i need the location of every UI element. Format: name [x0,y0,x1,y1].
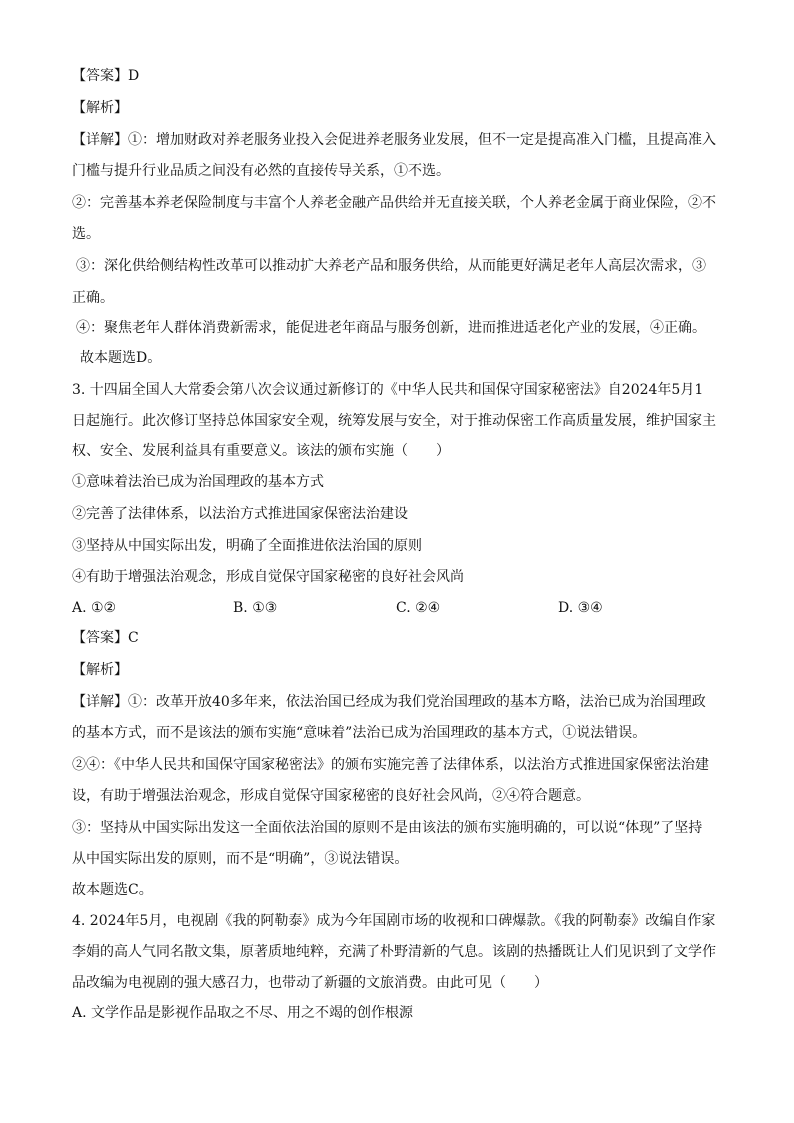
conclusion-line: 故本题选C。 [72,882,153,898]
question-3-statement: ④有助于增强法治观念，形成自觉保守国家秘密的良好社会风尚 [72,569,464,585]
explanation-line: 设，有助于增强法治观念，形成自觉保守国家秘密的良好社会风尚，②④符合题意。 [72,788,590,804]
question-4-stem: 李娟的高人气同名散文集，原著质地纯粹，充满了朴野清新的气息。该剧的热播既让人们见识到了文学作 [72,944,716,960]
explanation-line: 选。 [72,226,100,242]
explanation-line: ④：聚焦老年人群体消费新需求，能促进老年商品与服务创新，进而推进适老化产业的发展，④正确。 [76,320,706,336]
explanation-line: ③：坚持从中国实际出发这一全面依法治国的原则不是由该法的颁布实施明确的，可以说“体现”了坚持 [72,820,703,836]
option-d: D. ③④ [558,600,603,616]
question-4-stem: 品改编为电视剧的强大感召力，也带动了新疆的文旅消费。由此可见（ ） [72,975,548,991]
explanation-line: ②④：《中华人民共和国保守国家秘密法》的颁布实施完善了法律体系，以法治方式推进国家保密法治建 [72,757,709,773]
answer-label-q3: 【答案】C [72,630,139,646]
analysis-label-q3: 【解析】 [72,662,128,678]
question-3-statement: ①意味着法治已成为治国理政的基本方式 [72,474,324,490]
question-3-statement: ②完善了法律体系，以法治方式推进国家保密法治建设 [72,506,408,522]
option-a: A. ①② [72,600,117,616]
option-c: C. ②④ [396,600,441,616]
explanation-line: 门槛与提升行业品质之间没有必然的直接传导关系，①不选。 [72,163,450,179]
explanation-line: 【详解】①：增加财政对养老服务业投入会促进养老服务业发展，但不一定是提高准入门槛，且提高准入 [72,132,716,148]
explanation-line: ③：深化供给侧结构性改革可以推动扩大养老产品和服务供给，从而能更好满足老年人高层次需求，③ [76,258,706,274]
question-3-stem: 日起施行。此次修订坚持总体国家安全观，统筹发展与安全，对于推动保密工作高质量发展，维护国家主 [72,413,716,429]
explanation-line: 的基本方式，而不是该法的颁布实施“意味着”法治已成为治国理政的基本方式，①说法错误。 [72,725,647,741]
analysis-label-q2: 【解析】 [72,100,128,116]
question-3-stem: 权、安全、发展利益具有重要意义。该法的颁布实施（ ） [72,443,450,459]
explanation-line: 【详解】①：改革开放40多年来，依法治国已经成为我们党治国理政的基本方略，法治已成为治国理政 [72,694,706,710]
question-3-stem: 3. 十四届全国人大常委会第八次会议通过新修订的《中华人民共和国保守国家秘密法》自2024年5月1 [72,382,704,398]
explanation-line: 正确。 [72,290,114,306]
explanation-line: 从中国实际出发的原则，而不是“明确”，③说法错误。 [72,851,409,867]
question-3-statement: ③坚持从中国实际出发，明确了全面推进依法治国的原则 [72,538,422,554]
option-b: B. ①③ [233,600,278,616]
answer-label-q2: 【答案】D [72,68,140,84]
explanation-line: ②：完善基本养老保险制度与丰富个人养老金融产品供给并无直接关联，个人养老金属于商业保险，②不 [72,195,716,211]
question-4-option-a: A. 文学作品是影视作品取之不尽、用之不竭的创作根源 [72,1005,414,1021]
conclusion-line: 故本题选D。 [80,350,162,366]
question-4-stem: 4. 2024年5月，电视剧《我的阿勒泰》成为今年国剧市场的收视和口碑爆款。《我的阿勒泰》改编自作家 [72,913,716,929]
